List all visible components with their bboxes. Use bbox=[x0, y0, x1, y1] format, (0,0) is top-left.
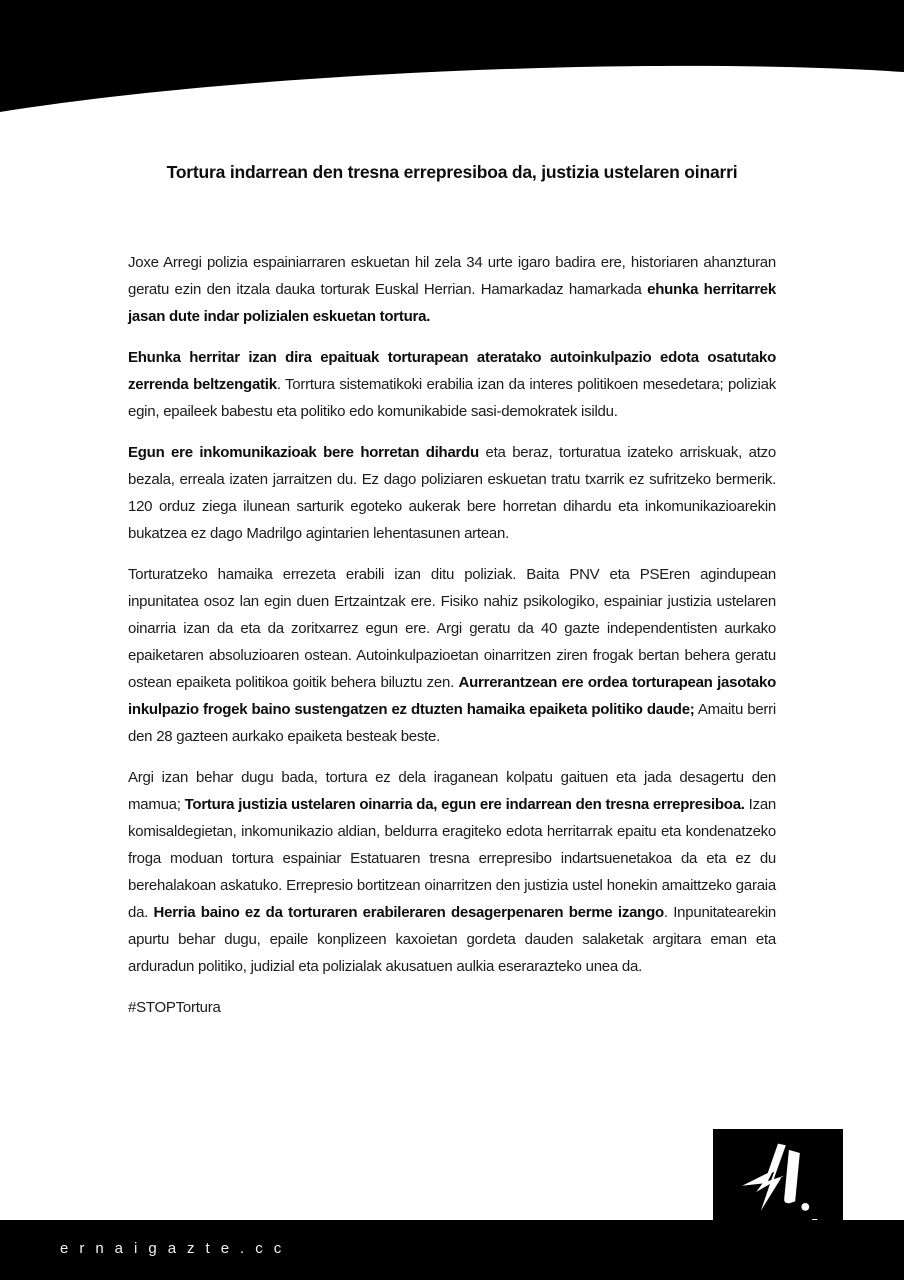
paragraph bbox=[128, 561, 776, 750]
page-title: Tortura indarrean den tresna errepresiboa da, justizia ustelaren oinarri bbox=[166, 162, 738, 182]
text-run: Izan komisaldegietan, inkomunikazio aldian, beldurra eragiteko edota herritarrak epaitu eta kondenatzeko froga moduan tortura espainiar Estatuaren tresna errepresibo indartsuenetakoa da eta ez du berehalakoan askatuko. Errepresio bortitzean oinarritzen den justizia ustel honekin amaittzeko garaia da. bbox=[128, 796, 776, 921]
text-run: Torturatzeko hamaika errezeta erabili izan ditu poliziak. Baita PNV eta PSEren agindupean inpunitatea osoz lan egin duen Ertzaintzak ere. Fisiko nahiz psikologiko, espainiar justizia ustelaren oinarria izan da eta da zoritxarrez egun ere. Argi geratu da 40 gazte independentisten aurkako epaiketaren absoluzioaren ostean. Autoinkulpazioetan oinarritzen ziren frogak bertan behera geratu ostean epaiketa politikoa goitik behera biluztu zen. bbox=[128, 566, 776, 691]
footer-bar bbox=[0, 1220, 904, 1280]
text-run: . Torrtura sistematikoki erabilia izan da interes politikoen mesedetara; poliziak egin, epaileek babestu eta politiko edo komunikabide sasi-demokratek isildu. bbox=[128, 376, 776, 420]
text-run: . Inpunitatearekin apurtu behar dugu, epaile konplizeen kaxoietan gordeta dauden salaketak argitara eman eta arduradun politiko, judizial eta polizialak akusatuen aulkia eserarazteko unea da. bbox=[128, 904, 776, 975]
text-run-bold: ehunka herritarrek jasan dute indar polizialen eskuetan tortura. bbox=[128, 281, 776, 325]
text-run-bold: Tortura justizia ustelaren oinarria da, egun ere indarrean den tresna errepresiboa. bbox=[184, 796, 745, 813]
text-run-bold: Ehunka herritar izan dira epaituak torturapean ateratako autoinkulpazio edota osatutako zerrenda beltzengatik bbox=[128, 349, 776, 393]
paragraph bbox=[128, 439, 776, 547]
paragraph bbox=[128, 249, 776, 330]
header-curved-band bbox=[0, 0, 904, 120]
text-run-bold: Egun ere inkomunikazioak bere horretan dihardu bbox=[128, 444, 479, 461]
text-run-bold: Aurrerantzean ere ordea torturapean jasotako inkulpazio frogek baino sustengatzen ez dtuzten hamaika epaiketa politiko daude; bbox=[128, 674, 776, 718]
text-run: Argi izan behar dugu bada, tortura ez dela iraganean kolpatu gaituen eta jada desagertu den mamua; bbox=[128, 769, 776, 813]
paragraph bbox=[128, 764, 776, 980]
text-run: eta beraz, torturatua izateko arriskuak, atzo bezala, erreala izaten jarraitzen du. Ez dago poliziaren eskuetan tratu txarrik ez sufritzeko bermerik. 120 orduz ziega ilunean sarturik egoteko aukerak bere horretan dihardu eta inkomunikazioarekin bukatzea ez dago Madrilgo agintarien lehentasunen artean. bbox=[128, 444, 776, 542]
text-run-bold: Herria baino ez da torturaren erabileraren desagerpenaren berme izango bbox=[153, 904, 664, 921]
footer-site-url: ernaigazte.cc bbox=[60, 1240, 293, 1257]
paragraph bbox=[128, 344, 776, 425]
ernai-star-bolt-icon bbox=[736, 1139, 820, 1217]
hashtag-stoptortura: #STOPTortura bbox=[128, 999, 221, 1016]
article-body bbox=[128, 249, 776, 1035]
text-run: Joxe Arregi polizia espainiarraren eskuetan hil zela 34 urte igaro badira ere, historiaren ahanzturan geratu ezin den itzala dauka torturak Euskal Herrian. Hamarkadaz hamarkada bbox=[128, 254, 776, 298]
text-run: Amaitu berri den 28 gazteen aurkako epaiketa besteak beste. bbox=[128, 701, 776, 745]
